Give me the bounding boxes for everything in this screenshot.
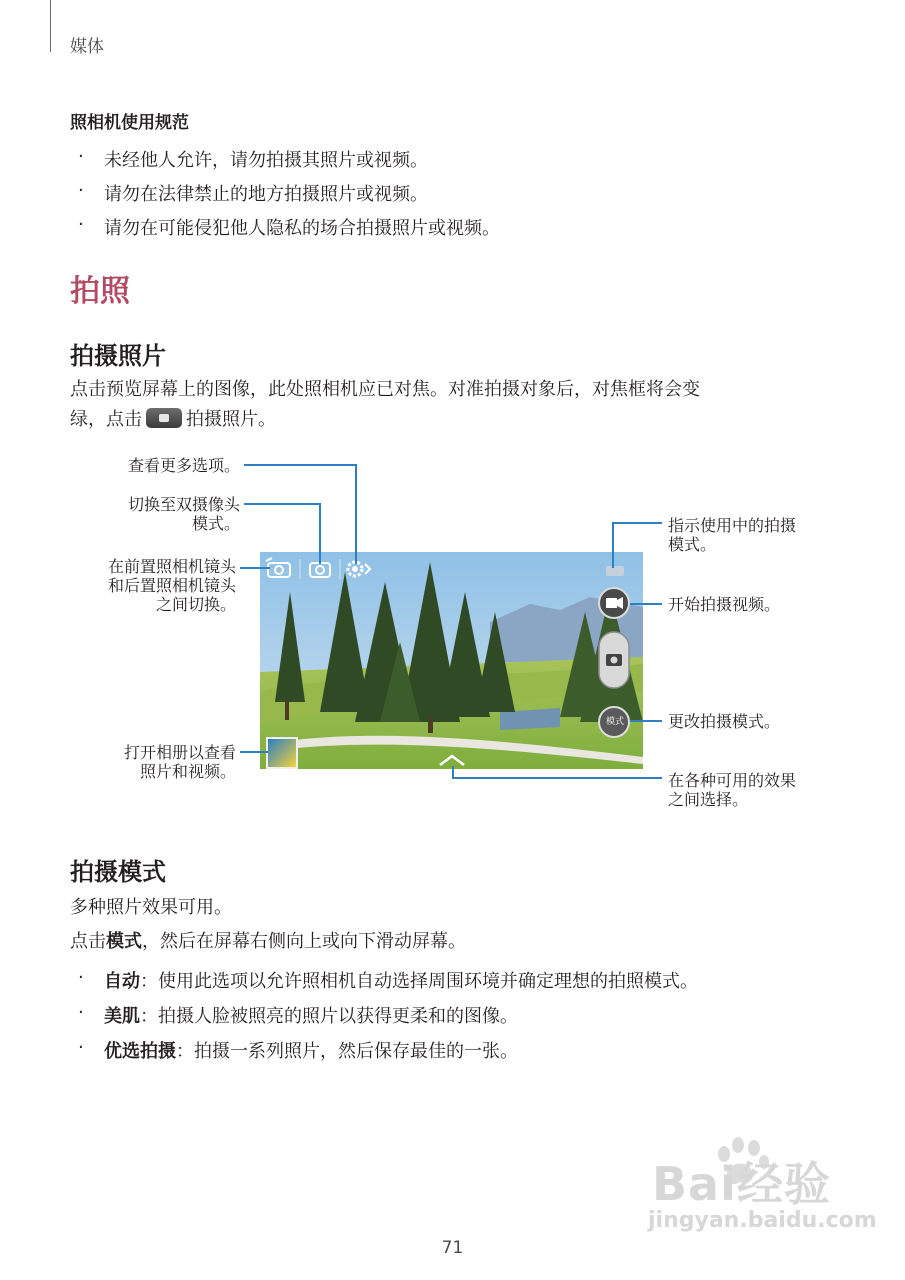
watermark-brand: Bai经验 (652, 1157, 831, 1211)
camera-preview[interactable] (260, 552, 643, 769)
callout-line (244, 464, 356, 466)
page-number: 71 (441, 1238, 464, 1258)
callout-mode-indicator: 指示使用中的拍摄 模式。 (668, 516, 797, 554)
gear-icon[interactable] (348, 562, 370, 576)
camera-toolbar (262, 555, 382, 581)
callout-video: 开始拍摄视频。 (668, 595, 781, 614)
dual-camera-icon[interactable] (310, 563, 330, 577)
mode-button-label: 模式 (605, 717, 624, 727)
shooting-mode-title: 拍摄模式 (70, 858, 166, 886)
rules-title: 照相机使用规范 (70, 113, 189, 133)
callout-line (612, 522, 614, 568)
list-item: · 美肌 ：拍摄人脸被照亮的照片以获得更柔和的图像。 (78, 1002, 518, 1027)
mode-indicator-icon (606, 566, 624, 576)
callout-switch-camera: 在前置照相机镜头 和后置照相机镜头 之间切换。 (107, 557, 236, 614)
callout-line (319, 503, 321, 564)
callout-line (355, 464, 357, 564)
take-photo-title: 拍摄照片 (70, 342, 166, 370)
effects-chevron-icon[interactable] (437, 753, 467, 767)
callout-effects: 在各种可用的效果 之间选择。 (668, 771, 797, 809)
list-item: · 未经他人允许，请勿拍摄其照片或视频。 (78, 146, 428, 171)
take-photo-text-2: 绿，点击 拍摄照片。 (70, 409, 276, 430)
list-item: · 优选拍摄 ：拍摄一系列照片，然后保存最佳的一张。 (78, 1037, 518, 1062)
callout-line (612, 522, 662, 524)
callout-line (452, 777, 662, 779)
callout-change-mode: 更改拍摄模式。 (668, 712, 781, 731)
section-label: 媒体 (70, 37, 104, 57)
take-photo-text-1: 点击预览屏幕上的图像，此处照相机应已对焦。对准拍摄对象后，对焦框将会变 (70, 379, 700, 400)
landscape-photo (260, 552, 643, 769)
callout-line (244, 503, 320, 505)
callout-gallery: 打开相册以查看 照片和视频。 (123, 743, 236, 781)
list-item: · 自动 ：使用此选项以允许照相机自动选择周围环境并确定理想的拍照模式。 (78, 967, 698, 992)
shooting-mode-text-2: 点击模式，然后在屏幕右侧向上或向下滑动屏幕。 (70, 931, 466, 952)
header-divider (50, 0, 51, 52)
callout-line (630, 603, 662, 605)
callout-dual-camera: 切换至双摄像头 模式。 (127, 495, 240, 533)
callout-more-options: 查看更多选项。 (127, 456, 240, 475)
callout-line (240, 567, 270, 569)
watermark-url: jingyan.baidu.com (648, 1208, 877, 1233)
gallery-thumbnail[interactable] (266, 737, 298, 769)
camera-icon (146, 408, 182, 428)
video-record-button[interactable] (599, 588, 629, 618)
callout-line (240, 751, 268, 753)
list-item: · 请勿在可能侵犯他人隐私的场合拍摄照片或视频。 (78, 214, 500, 239)
shooting-mode-text-1: 多种照片效果可用。 (70, 897, 232, 918)
list-item: · 请勿在法律禁止的地方拍摄照片或视频。 (78, 180, 428, 205)
shutter-button[interactable] (599, 632, 629, 688)
callout-line (630, 720, 662, 722)
chapter-title: 拍照 (70, 274, 130, 309)
